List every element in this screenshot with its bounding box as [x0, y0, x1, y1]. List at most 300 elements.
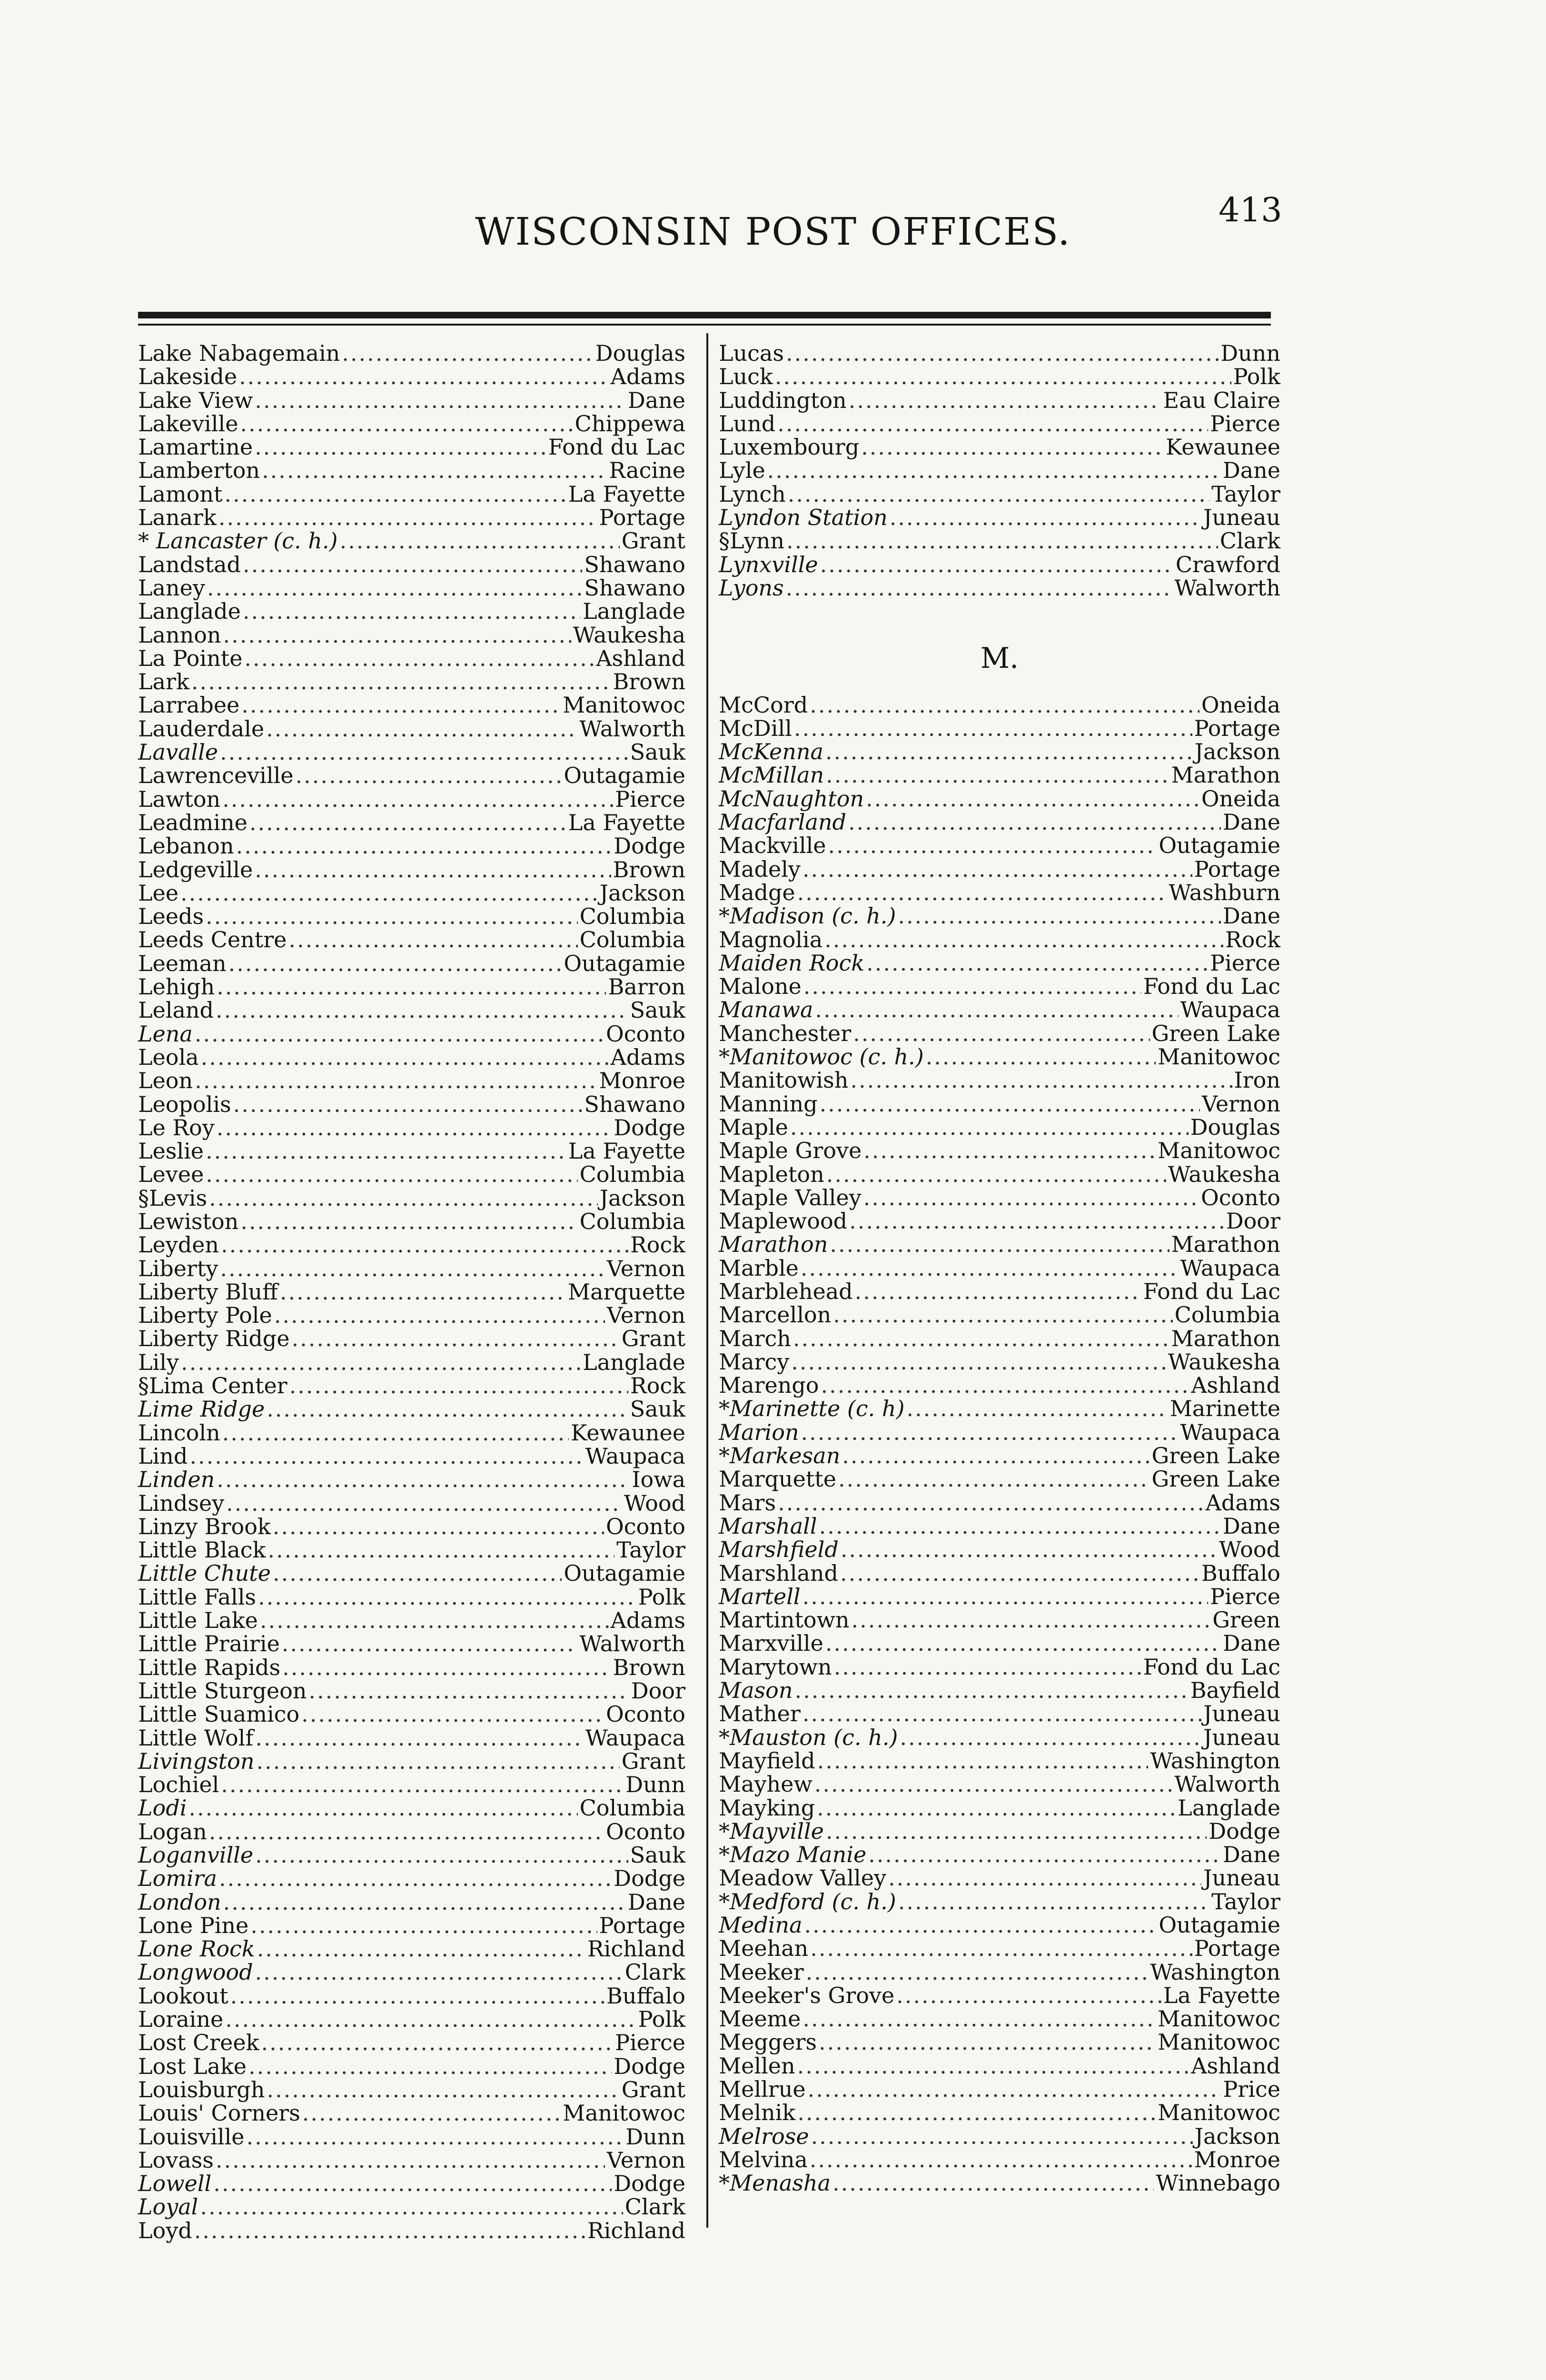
county-name: Columbia — [579, 1208, 685, 1234]
post-office-entry — [719, 1914, 1280, 1937]
county-name: Polk — [638, 2006, 685, 2033]
leader-dots — [786, 529, 1218, 553]
post-office-entry — [719, 1210, 1280, 1233]
post-office-name: *Menasha — [719, 2170, 831, 2196]
post-office-name: Lincoln — [138, 1419, 220, 1446]
county-name: Jackson — [1194, 2123, 1280, 2149]
county-name: Dodge — [614, 833, 685, 859]
left-column — [138, 342, 685, 2242]
post-office-name: Mackville — [719, 833, 826, 859]
post-office-entry — [719, 1820, 1280, 1843]
county-name: Sauk — [630, 739, 685, 765]
post-office-name: Mapleton — [719, 1161, 824, 1187]
post-office-name: London — [138, 1889, 221, 1915]
county-name: Marathon — [1171, 1231, 1280, 1258]
post-office-entry — [719, 1421, 1280, 1444]
leader-dots — [189, 1445, 583, 1468]
post-office-name: Maple Valley — [719, 1184, 862, 1210]
leader-dots — [820, 553, 1174, 576]
county-name: Waupaca — [585, 1443, 685, 1469]
leader-dots — [280, 1280, 566, 1304]
post-office-name: La Pointe — [138, 645, 243, 671]
county-name: La Fayette — [568, 809, 685, 835]
county-name: Outagamie — [1159, 833, 1280, 859]
leader-dots — [216, 999, 628, 1022]
leader-dots — [791, 1350, 1166, 1374]
post-office-entry — [138, 2149, 685, 2172]
county-name: Outagamie — [564, 1560, 685, 1587]
leader-dots — [243, 600, 581, 623]
county-name: Fond du Lac — [1143, 1654, 1280, 1680]
county-name: Jackson — [1194, 739, 1280, 765]
post-office-name: Melvina — [719, 2146, 808, 2172]
leader-dots — [266, 717, 577, 741]
leader-dots — [262, 459, 607, 482]
post-office-name: Manning — [719, 1091, 818, 1117]
post-office-entry — [719, 1866, 1280, 1890]
county-name: Manitowoc — [1158, 2100, 1280, 2126]
county-name: Grant — [621, 1326, 685, 1352]
leader-dots — [863, 1139, 1156, 1162]
post-office-name: Marquette — [719, 1466, 837, 1492]
post-office-entry — [138, 975, 685, 999]
post-office-entry — [719, 1257, 1280, 1280]
county-name: Juneau — [1203, 505, 1280, 531]
post-office-entry — [138, 1468, 685, 1491]
leader-dots — [195, 1022, 604, 1046]
post-office-name: Le Roy — [138, 1114, 215, 1140]
post-office-entry — [138, 2219, 685, 2242]
county-name: Marquette — [567, 1279, 685, 1305]
post-office-name: McDill — [719, 715, 792, 741]
leader-dots — [188, 1796, 577, 1820]
post-office-name: Marxville — [719, 1630, 823, 1656]
post-office-entry — [719, 1749, 1280, 1773]
leader-dots — [820, 1092, 1200, 1116]
county-name: Dodge — [1209, 1818, 1280, 1844]
leader-dots — [255, 858, 611, 882]
county-name: Portage — [1194, 1935, 1280, 1962]
post-office-entry — [138, 2008, 685, 2031]
leader-dots — [790, 1116, 1189, 1139]
post-office-entry — [138, 576, 685, 600]
post-office-entry — [719, 483, 1280, 506]
post-office-entry — [719, 1843, 1280, 1866]
county-name: Bayfield — [1190, 1677, 1280, 1704]
post-office-name: *Markesan — [719, 1443, 841, 1469]
leader-dots — [223, 1891, 626, 1914]
post-office-name: Mason — [719, 1677, 793, 1704]
post-office-name: Leslie — [138, 1138, 204, 1164]
leader-dots — [850, 1069, 1232, 1092]
post-office-name: Leeman — [138, 950, 227, 976]
leader-dots — [255, 1961, 623, 1984]
post-office-entry — [138, 1280, 685, 1304]
post-office-name: Little Wolf — [138, 1725, 254, 1751]
post-office-name: Madely — [719, 856, 801, 882]
post-office-name: *Medford (c. h.) — [719, 1888, 896, 1914]
county-name: Brown — [613, 1654, 685, 1680]
leader-dots — [890, 506, 1201, 529]
post-office-name: Louis' Corners — [138, 2100, 300, 2126]
county-name: Monroe — [1194, 2146, 1280, 2172]
post-office-entry — [719, 1796, 1280, 1820]
county-name: Dane — [1222, 809, 1280, 835]
post-office-entry — [138, 1445, 685, 1468]
post-office-name: McMillan — [719, 762, 824, 788]
post-office-name: Marcellon — [719, 1302, 832, 1328]
leader-dots — [267, 1398, 628, 1421]
county-name: Green — [1212, 1607, 1280, 1633]
post-office-name: Luxembourg — [719, 434, 860, 460]
county-name: Walworth — [1174, 1771, 1280, 1797]
county-name: Oneida — [1201, 785, 1280, 812]
county-name: Dane — [1222, 1842, 1280, 1868]
leader-dots — [803, 858, 1192, 881]
county-name: Green Lake — [1151, 1466, 1280, 1492]
leader-dots — [220, 741, 628, 764]
post-office-entry — [138, 741, 685, 764]
leader-dots — [217, 975, 606, 999]
county-name: Buffalo — [1201, 1560, 1280, 1586]
post-office-name: Leopolis — [138, 1091, 231, 1117]
header-rule-thick — [138, 312, 1271, 318]
post-office-name: Lanark — [138, 505, 217, 531]
county-name: Columbia — [579, 1795, 685, 1821]
post-office-name: Loraine — [138, 2006, 224, 2033]
post-office-entry — [138, 1257, 685, 1280]
leader-dots — [801, 1421, 1179, 1444]
county-name: Langlade — [583, 1349, 685, 1375]
post-office-name: Lark — [138, 669, 189, 695]
post-office-name: Ledgeville — [138, 856, 253, 883]
county-name: Walworth — [579, 715, 685, 742]
leader-dots — [819, 1515, 1221, 1538]
county-name: Taylor — [616, 1537, 685, 1563]
county-name: La Fayette — [568, 481, 685, 507]
post-office-name: Meggers — [719, 2029, 817, 2055]
post-office-entry — [719, 1702, 1280, 1726]
post-office-entry — [138, 2195, 685, 2219]
post-office-entry — [719, 1116, 1280, 1139]
post-office-entry — [138, 1867, 685, 1890]
county-name: Rock — [630, 1232, 685, 1258]
post-office-entry — [719, 952, 1280, 975]
post-office-name: Marshall — [719, 1513, 817, 1539]
leader-dots — [825, 1632, 1221, 1655]
post-office-name: *Marinette (c. h) — [719, 1396, 905, 1422]
post-office-entry — [719, 436, 1280, 459]
post-office-entry — [719, 2172, 1280, 2195]
post-office-entry — [719, 1350, 1280, 1374]
leader-dots — [821, 1374, 1189, 1397]
post-office-entry — [719, 764, 1280, 787]
post-office-name: Loganville — [138, 1842, 254, 1868]
post-office-name: Linden — [138, 1467, 215, 1493]
county-name: Portage — [599, 505, 685, 531]
post-office-name: Loyal — [138, 2194, 198, 2220]
post-office-entry — [138, 436, 685, 459]
post-office-entry — [138, 1820, 685, 1844]
county-name: Waupaca — [1180, 1419, 1280, 1445]
county-name: Ashland — [1191, 1372, 1280, 1398]
county-name: Pierce — [1210, 950, 1280, 976]
leader-dots — [806, 1961, 1149, 1984]
county-name: Kewaunee — [1166, 434, 1280, 460]
leader-dots — [824, 928, 1223, 952]
county-name: Marathon — [1171, 1325, 1280, 1351]
post-office-name: Liberty Bluff — [138, 1279, 278, 1305]
post-office-name: Meeme — [719, 2006, 801, 2032]
post-office-entry — [138, 1726, 685, 1750]
leader-dots — [794, 717, 1192, 740]
leader-dots — [230, 1984, 605, 2008]
county-name: Iron — [1234, 1067, 1280, 1093]
county-name: Wood — [1219, 1537, 1280, 1563]
county-name: Waupaca — [1180, 997, 1280, 1023]
post-office-name: Melnik — [719, 2100, 796, 2126]
post-office-name: Melrose — [719, 2123, 809, 2149]
county-name: Waukesha — [573, 622, 685, 648]
post-office-name: Lake Nabagemain — [138, 340, 340, 366]
leader-dots — [926, 1045, 1156, 1069]
county-name: Wood — [624, 1490, 685, 1516]
county-name: Dane — [1222, 1630, 1280, 1656]
post-office-entry — [719, 858, 1280, 881]
leader-dots — [225, 2008, 636, 2031]
leader-dots — [223, 624, 571, 647]
post-office-name: Lodi — [138, 1795, 187, 1821]
post-office-entry — [138, 882, 685, 905]
post-office-name: Little Rapids — [138, 1654, 281, 1680]
leader-dots — [797, 2101, 1156, 2124]
county-name: Shawano — [584, 551, 685, 577]
county-name: Winnebago — [1156, 2170, 1280, 2196]
leader-dots — [250, 1914, 597, 1937]
post-office-entry — [719, 2007, 1280, 2031]
leader-dots — [206, 1140, 566, 1163]
county-name: Sauk — [630, 1396, 685, 1422]
county-name: Walworth — [1174, 575, 1280, 601]
leader-dots — [786, 342, 1219, 365]
post-office-entry — [138, 1586, 685, 1609]
post-office-entry — [719, 1773, 1280, 1796]
post-office-name: Marathon — [719, 1231, 828, 1258]
post-office-entry — [719, 1937, 1280, 1960]
leader-dots — [217, 1116, 612, 1140]
leader-dots — [815, 998, 1178, 1021]
leader-dots — [267, 2078, 619, 2102]
leader-dots — [861, 436, 1164, 459]
post-office-name: Lavalle — [138, 739, 218, 765]
leader-dots — [209, 1187, 597, 1210]
county-name: Columbia — [579, 903, 685, 930]
post-office-name: Leeds — [138, 903, 204, 930]
post-office-name: Maplewood — [719, 1208, 848, 1234]
county-name: Manitowoc — [563, 692, 685, 718]
county-name: Grant — [621, 1748, 685, 1774]
leader-dots — [906, 1397, 1168, 1420]
post-office-name: Lehigh — [138, 974, 215, 1000]
post-office-entry — [719, 717, 1280, 740]
post-office-name: Lochiel — [138, 1772, 219, 1798]
leader-dots — [900, 1726, 1201, 1749]
leader-dots — [258, 1586, 636, 1609]
post-office-entry — [138, 1069, 685, 1092]
county-name: Washington — [1150, 1959, 1280, 1985]
post-office-entry — [719, 1022, 1280, 1045]
county-name: Adams — [610, 1607, 685, 1634]
post-office-entry — [138, 1421, 685, 1445]
post-office-entry — [138, 1093, 685, 1116]
post-office-name: *Madison (c. h.) — [719, 903, 896, 929]
county-name: Vernon — [1201, 1091, 1280, 1117]
post-office-name: Manchester — [719, 1020, 852, 1046]
county-name: Outagamie — [1159, 1912, 1280, 1938]
post-office-entry — [138, 2172, 685, 2195]
leader-dots — [838, 1468, 1150, 1491]
post-office-name: Meeker — [719, 1959, 804, 1985]
leader-dots — [213, 2172, 612, 2195]
post-office-entry — [719, 1444, 1280, 1468]
county-name: Green Lake — [1151, 1443, 1280, 1469]
post-office-entry — [719, 740, 1280, 764]
post-office-name: Lakeside — [138, 364, 238, 390]
post-office-entry — [138, 1351, 685, 1374]
county-name: Richland — [587, 2217, 685, 2243]
county-name: Pierce — [615, 786, 685, 812]
post-office-entry — [719, 389, 1280, 412]
post-office-name: Lucas — [719, 340, 784, 366]
post-office-name: Marshland — [719, 1560, 838, 1586]
post-office-name: Lime Ridge — [138, 1396, 265, 1422]
leader-dots — [282, 1632, 578, 1656]
county-name: Oconto — [606, 1701, 685, 1727]
post-office-name: Lamont — [138, 481, 223, 507]
leader-dots — [180, 882, 598, 905]
post-office-name: Mayfield — [719, 1747, 815, 1774]
post-office-entry — [138, 1304, 685, 1327]
county-name: Adams — [1205, 1489, 1280, 1516]
post-office-name: Maple Grove — [719, 1138, 862, 1164]
post-office-name: Lovass — [138, 2147, 214, 2173]
leader-dots — [255, 389, 625, 412]
leader-dots — [255, 1844, 628, 1867]
county-name: Monroe — [599, 1068, 685, 1094]
leader-dots — [228, 952, 562, 975]
post-office-name: Maiden Rock — [719, 950, 865, 976]
county-name: Dodge — [614, 2171, 685, 2197]
post-office-name: Linzy Brook — [138, 1513, 271, 1539]
leader-dots — [826, 1163, 1166, 1186]
county-name: Richland — [587, 1936, 685, 1962]
county-name: Jackson — [599, 880, 685, 906]
post-office-name: Lena — [138, 1021, 193, 1047]
leader-dots — [282, 1656, 611, 1679]
leader-dots — [866, 952, 1208, 975]
county-name: La Fayette — [1163, 1982, 1280, 2008]
leader-dots — [810, 694, 1199, 717]
post-office-name: Lookout — [138, 1983, 228, 2009]
leader-dots — [801, 1257, 1179, 1280]
right-column — [719, 342, 1280, 2195]
post-office-name: Lowell — [138, 2171, 212, 2197]
leader-dots — [209, 1820, 604, 1844]
post-office-name: Maple — [719, 1114, 788, 1140]
county-name: Fond du Lac — [548, 434, 685, 460]
post-office-entry — [719, 1961, 1280, 1984]
post-office-entry — [719, 553, 1280, 576]
county-name: Fond du Lac — [1143, 1278, 1280, 1304]
leader-dots — [342, 342, 593, 365]
post-office-name: Lee — [138, 880, 178, 906]
post-office-entry — [719, 1585, 1280, 1608]
leader-dots — [339, 529, 619, 553]
post-office-name: Lund — [719, 410, 776, 436]
post-office-name: Mayhew — [719, 1771, 813, 1797]
leader-dots — [296, 764, 562, 787]
leader-dots — [788, 483, 1209, 506]
post-office-entry — [719, 1069, 1280, 1092]
post-office-entry — [138, 1187, 685, 1210]
post-office-name: Lyndon Station — [719, 505, 888, 531]
leader-dots — [257, 1937, 585, 1961]
county-name: Marathon — [1171, 762, 1280, 788]
post-office-entry — [719, 1608, 1280, 1632]
county-name: Washington — [1150, 1747, 1280, 1774]
post-office-name: Leola — [138, 1044, 199, 1070]
post-office-entry — [138, 858, 685, 882]
county-name: Ashland — [1191, 2053, 1280, 2079]
leader-dots — [868, 1843, 1221, 1866]
county-name: Marinette — [1169, 1396, 1280, 1422]
leader-dots — [206, 1163, 577, 1186]
county-name: Rock — [630, 1373, 685, 1399]
post-office-entry — [138, 1163, 685, 1186]
post-office-name: Mayking — [719, 1795, 815, 1821]
post-office-entry — [719, 1726, 1280, 1749]
post-office-entry — [138, 788, 685, 811]
post-office-name: Liberty Pole — [138, 1302, 272, 1329]
county-name: Oconto — [606, 1818, 685, 1844]
post-office-name: Leland — [138, 997, 214, 1023]
county-name: Eau Claire — [1163, 387, 1280, 413]
post-office-entry — [138, 1773, 685, 1796]
leader-dots — [219, 1867, 612, 1890]
post-office-name: Manitowish — [719, 1067, 849, 1093]
post-office-name: Little Suamico — [138, 1701, 300, 1727]
post-office-entry — [138, 647, 685, 670]
post-office-name: Little Sturgeon — [138, 1677, 307, 1704]
post-office-name: Lannon — [138, 622, 221, 648]
post-office-entry — [138, 717, 685, 741]
post-office-entry — [138, 1538, 685, 1562]
post-office-entry — [719, 1562, 1280, 1585]
leader-dots — [793, 1327, 1169, 1350]
county-name: Oconto — [606, 1021, 685, 1047]
post-office-entry — [138, 1140, 685, 1163]
leader-dots — [273, 1515, 604, 1538]
post-office-entry — [719, 1186, 1280, 1210]
leader-dots — [804, 1914, 1157, 1937]
leader-dots — [825, 740, 1193, 764]
post-office-name: Lamartine — [138, 434, 253, 460]
post-office-entry — [138, 1632, 685, 1656]
post-office-name: Medina — [719, 1912, 803, 1938]
post-office-name: Little Chute — [138, 1560, 271, 1587]
post-office-name: Lawrenceville — [138, 763, 294, 789]
post-office-name: *Manitowoc (c. h.) — [719, 1044, 924, 1070]
